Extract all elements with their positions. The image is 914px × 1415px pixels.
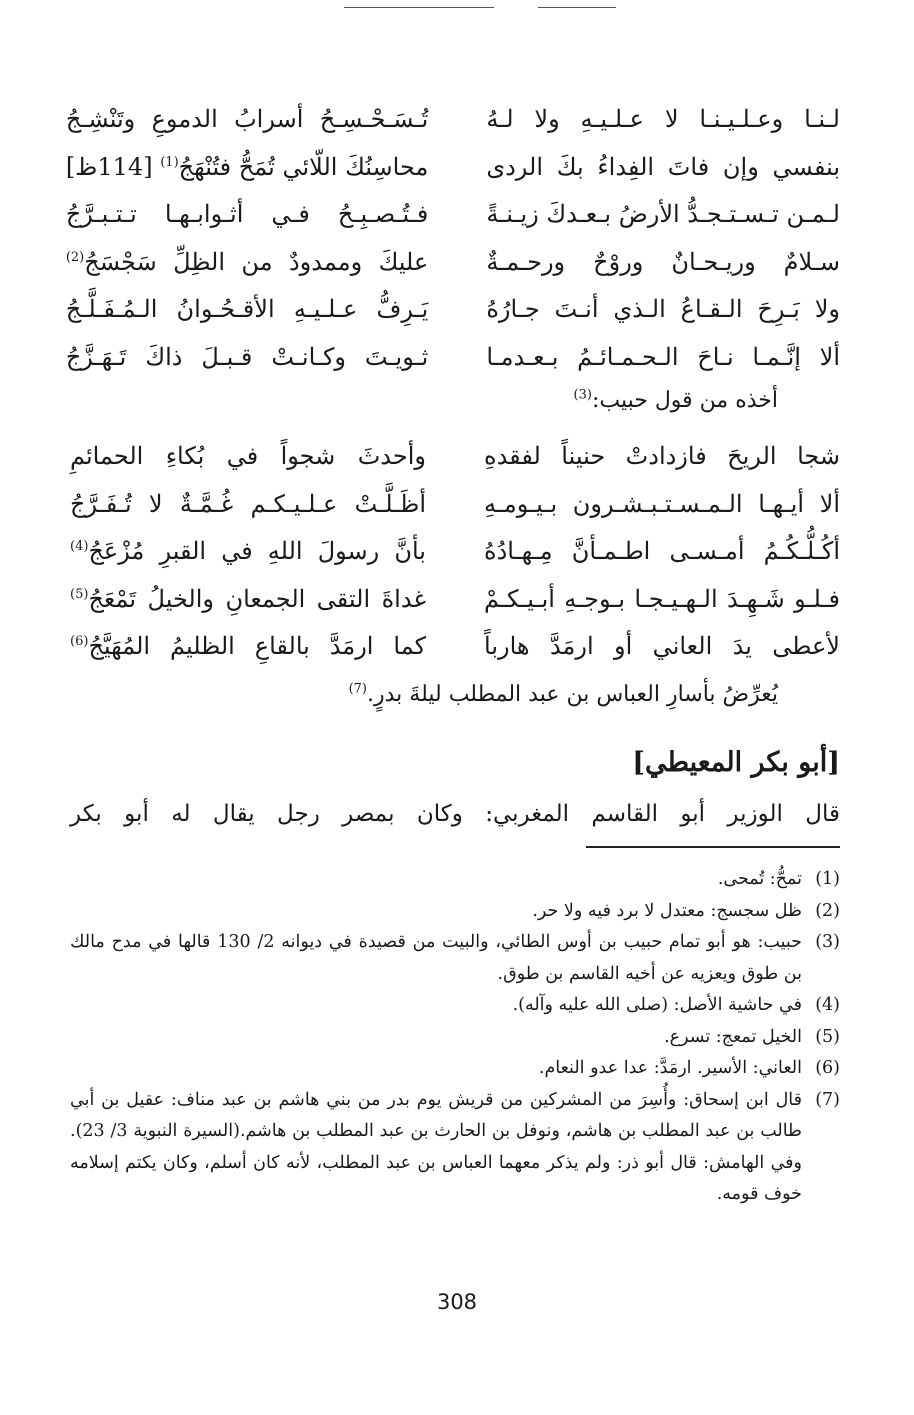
- verse-1-second-half: تُـسَـحْـسِـحُ أسرابُ الدموعِ وتَنْشِـجُ: [65, 105, 429, 133]
- verse-2-second-text: محاسِنُكَ اللّائي تُمَحُّ فتُنْهَجُ: [178, 152, 429, 181]
- verse-6-first-half: ألا إنَّـمـا نـاحَ الـحـمـائـمُ بـعـدمـا: [486, 342, 840, 371]
- verse-11-first-half: لأعطى يدَ العاني أو ارمَدَّ هارباً: [484, 632, 840, 660]
- verse-5-second-half: يَـرِفُّ عـلـيـهِ الأقـحُـوانُ الـمُـفَـلَّـجُ: [65, 295, 429, 323]
- footnote-text: حبيب: هو أبو تمام حبيب بن أوس الطائي، والبيت من قصيدة في ديوانه 2/ 130 قالها في مدح مالك بن طوق ويعزيه عن أخيه القاسم بن طوق.: [70, 932, 802, 984]
- verse-9-first-half: أكُـلُّـكُـمُ أمـسـى اطـمـأنَّ مِـهـادُهُ: [484, 537, 840, 565]
- footnote-2: [70, 896, 840, 928]
- verse-11-second-text: كما ارمَدَّ بالقاعِ الظليمُ المُهَيَّجُ: [88, 632, 426, 660]
- intro-text: أخذه من قول حبيب:: [591, 388, 778, 413]
- verse-7-first-half: شجا الريحَ فازدادتْ حنيناً لفقدهِ: [484, 442, 840, 470]
- verse-3-first-half: لـمـن تـسـتـجـدُّ الأرضُ بـعـدكَ زيـنـةً: [486, 200, 840, 228]
- intro-line: [70, 381, 840, 421]
- footnote-3: [70, 927, 840, 990]
- footnote-text: العاني: الأسير. ارمَدَّ: عدا عدو النعام.: [538, 1058, 802, 1078]
- footnote-ref-3[interactable]: (3): [573, 387, 592, 403]
- verse-2-second-half: [66, 144, 429, 192]
- page-body: [65, 96, 840, 1204]
- verse-8-first-half: ألا أيـهـا الـمـسـتـبـشـرون بـيـومـهِ: [484, 489, 840, 518]
- verse-6-second-half: ثـويـتَ وكـانـتْ قـبـلَ ذاكَ تَـهَـزَّجُ: [65, 342, 429, 371]
- verse-4-first-half: سـلامٌ وريـحـانٌ وروْحٌ ورحـمـةٌ: [486, 247, 840, 276]
- footnotes: [70, 864, 840, 1211]
- footnote-1: [70, 864, 840, 896]
- verse-1-first-half: لـنـا وعـلـيـنـا لا عـلـيـهِ ولا لـهُ: [486, 105, 840, 133]
- poem-stanza-2: [70, 433, 840, 671]
- footnote-ref-1[interactable]: (1): [160, 154, 179, 170]
- page-number: 308: [436, 1290, 478, 1314]
- footnote-number: (4): [815, 995, 840, 1015]
- footnote-ref-7[interactable]: (7): [348, 681, 367, 697]
- footnote-ref-6[interactable]: (6): [70, 634, 89, 649]
- footnote-ref-5[interactable]: (5): [70, 586, 89, 602]
- footnote-number: (2): [815, 900, 840, 921]
- footnote-text: قال ابن إسحاق: وأُسِرَ من المشركين من قريش يوم بدر من بني هاشم بن عبد مناف: عقيل بن أبي طالب بن عبد المطلب بن هاشم، ونوفل بن الحارث بن عبد المطلب بن هاشم.(السيرة النبوية 3/ 23). وفي الهامش: قال أبو ذر: ولم يذكر معهما العباس بن عبد المطلب، لأنه كان أسلم، وكان يكتم إسلامه خوف قومه.: [70, 1089, 802, 1204]
- poem-stanza-1: [65, 96, 840, 381]
- verse-4-second-text: عليكَ وممدودٌ من الظِلِّ سَجْسَجُ: [84, 247, 429, 276]
- footnote-number: (5): [815, 1026, 840, 1047]
- top-rule-right: [538, 7, 616, 8]
- verse-2-first-half: بنفسي وإن فاتَ الفِداءُ بكَ الردى: [486, 152, 840, 181]
- footnote-text: تمحُّ: تُمحى.: [717, 869, 802, 889]
- allusion-note: [70, 675, 840, 715]
- footnote-number: (3): [815, 932, 840, 952]
- verse-8-second-half: أظَـلَّـتْ عـلـيـكـم غُـمَّـةٌ لا تُـفَـرَّجُ: [70, 489, 426, 518]
- verse-3-second-half: فـتُـصـبِـحُ فـي أثـوابـهـا تـتـبـرَّجُ: [65, 200, 429, 228]
- verse-4-second-half: [66, 239, 429, 287]
- verse-10-second-text: غداةَ التقى الجمعانِ والخيلُ تَمْعَجُ: [88, 584, 426, 613]
- verse-11-second-half: [70, 623, 426, 671]
- verse-7-second-half: وأحدثَ شجواً في بُكاءِ الحمائمِ: [70, 442, 426, 470]
- verse-10-second-half: [70, 576, 426, 624]
- footnote-number: (7): [815, 1089, 840, 1110]
- section-heading: [أبو بكر المعيطي]: [632, 746, 840, 778]
- footnote-ref-2[interactable]: (2): [65, 249, 85, 265]
- footnote-text: في حاشية الأصل: (صلى الله عليه وآله).: [512, 995, 802, 1015]
- verse-9-second-half: [70, 528, 426, 576]
- footnote-separator: [586, 846, 840, 848]
- verse-5-first-half: ولا بَـرِحَ الـقـاعُ الـذي أنـتَ جـارُهُ: [486, 295, 840, 323]
- verse-10-first-half: فـلـو شَـهِـدَ الـهـيـجـا بـوجـهِ أبـيـكـمْ: [484, 584, 840, 613]
- footnote-number: (6): [815, 1058, 840, 1078]
- footnote-text: ظل سجسج: معتدل لا برد فيه ولا حر.: [532, 900, 802, 921]
- footnote-number: (1): [815, 869, 840, 889]
- verse-9-second-text: بأنَّ رسولَ اللهِ في القبرِ مُزْعَجُ: [88, 537, 426, 565]
- footnote-text: الخيل تمعج: تسرع.: [664, 1026, 802, 1047]
- footnote-6: [70, 1053, 840, 1085]
- footnote-7: [70, 1085, 840, 1211]
- footnote-5: [70, 1022, 840, 1054]
- allusion-text: يُعرِّضُ بأسارِ العباس بن عبد المطلب ليلةَ بدرٍ.: [367, 681, 778, 707]
- footnote-ref-4[interactable]: (4): [70, 539, 89, 554]
- footnote-4: [70, 990, 840, 1022]
- section-prose: قال الوزير أبو القاسم المغربي: وكان بمصر رجل يقال له أبو بكر: [70, 800, 840, 827]
- manuscript-folio-marker: [114ظ]: [65, 152, 153, 181]
- top-rule-left: [344, 7, 494, 8]
